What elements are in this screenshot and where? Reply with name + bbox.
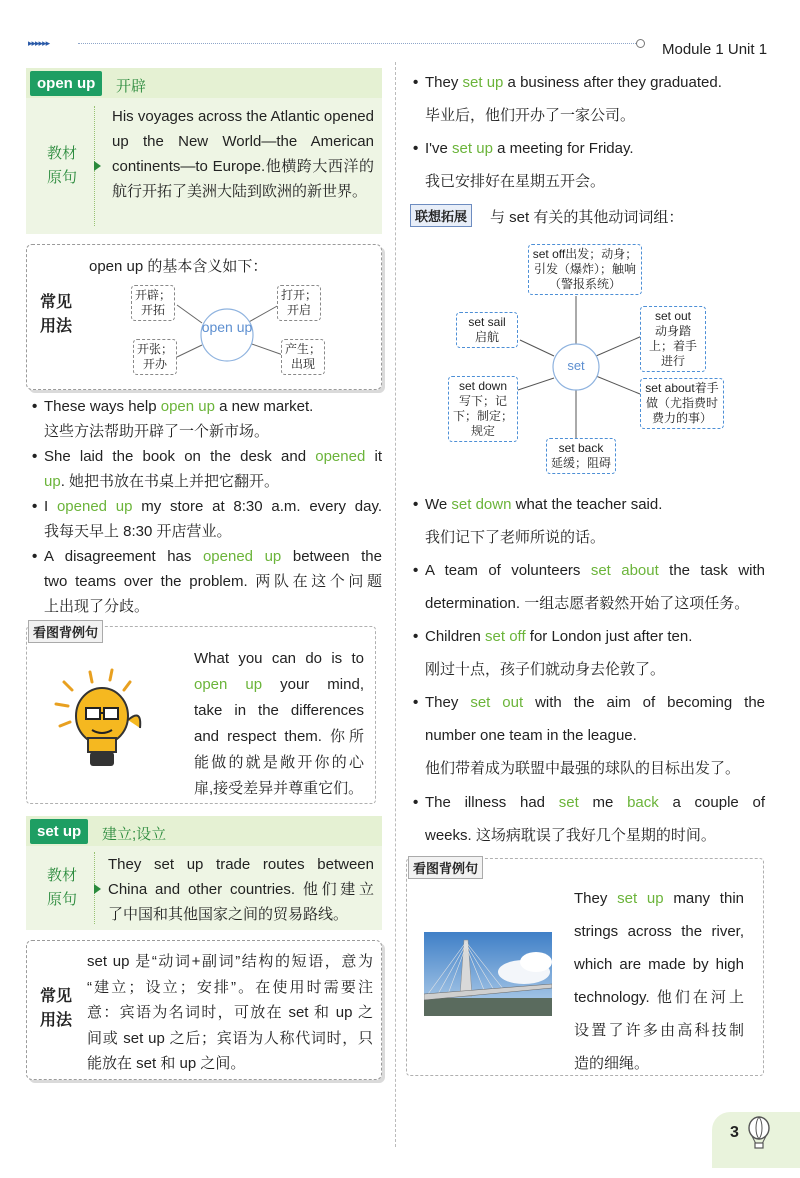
- usage-intro: open up 的基本含义如下：: [89, 258, 268, 275]
- set-off-node: set off出发；动身；引发（爆炸）；触响（警报系统）: [528, 244, 642, 295]
- bridge-photo: [424, 932, 552, 1016]
- example-item: • A disagreement has opened up between the two teams over the problem. 两队在这个问题 上出现了分歧。: [32, 548, 382, 615]
- set-up-tag: set up: [30, 819, 88, 844]
- set-about-node: set about着手做（尤指费时费力的事）: [640, 378, 724, 429]
- usage-label: 常见 用法: [39, 294, 72, 335]
- source-arrow-icon: [94, 884, 101, 894]
- example-item: • I've set up a meeting for Friday. 我已安排好在星期五开会。: [413, 140, 634, 190]
- set-up-source-text: They set up trade routes between China and other countries. 他们建立 了中国和其他国家之间的贸易路线。: [108, 856, 374, 923]
- example-item: • The illness had set me back a couple of weeks. 这场病耽误了我好几个星期的时间。: [413, 794, 765, 844]
- open-up-source-box: [26, 98, 382, 234]
- column-divider: [395, 62, 396, 1147]
- meaning-node-1: 开辟；开拓: [131, 285, 175, 321]
- source-arrow-icon: [94, 161, 101, 171]
- set-down-node: set down 写下；记下；制定；规定: [448, 376, 518, 442]
- example-item: • They set out with the aim of becoming the number one team in the league. 他们带着成为联盟中最强的球队的目标出发了。: [413, 694, 766, 777]
- set-up-usage-text: set up 是“动词+副词”结构的短语，意为 “建立；设立；安排”。在使用时需要注 意：宾语为名词时，可放在 set 和 up 之 间或 set up 之后；宾语为人称代词时，只 能放在 set 和 up 之间。: [87, 953, 373, 1072]
- example-item: • She laid the book on the desk and opened it up. 她把书放在书桌上并把它翻开。: [32, 448, 382, 490]
- open-up-meaning: 开辟: [116, 78, 147, 95]
- example-item: • A team of volunteers set about the task with determination. 一组志愿者毅然开始了这项任务。: [413, 562, 765, 612]
- picture-example-text: They set up many thin strings across the river, which are made by high technology. 他们在河上 设置了许多由高科技制 造的细绳。: [574, 890, 744, 1072]
- open-up-header: [26, 68, 382, 98]
- source-label: 教材 原句: [46, 145, 77, 186]
- set-up-usage-box: [26, 940, 382, 1080]
- open-up-source-text: His voyages across the Atlantic opened up the New World—the American continents—to Europe.他横跨大西洋的航行开拓了美洲大陆到欧洲的新世界。: [112, 108, 374, 200]
- meaning-node-3: 开张；开办: [133, 339, 177, 375]
- set-center: set: [567, 358, 585, 373]
- lightbulb-icon: [50, 668, 170, 778]
- set-back-node: set back 延缓；阻碍: [546, 438, 616, 474]
- example-item: • They set up a business after they graduated. 毕业后，他们开办了一家公司。: [413, 74, 722, 124]
- example-item: • These ways help open up a new market. 这些方法帮助开辟了一个新市场。: [32, 398, 314, 440]
- set-out-node: set out 动身踏上；着手进行: [640, 306, 706, 372]
- header-title: Module 1 Unit 1: [662, 41, 768, 58]
- open-up-usage-box: [26, 244, 382, 390]
- example-item: • Children set off for London just after ten. 刚过十点，孩子们就动身去伦敦了。: [413, 628, 693, 678]
- open-up-tag: open up: [30, 71, 102, 96]
- association-intro: 与 set 有关的其他动词词组：: [490, 209, 684, 226]
- usage-label: 常见 用法: [39, 988, 72, 1029]
- picture-example-tag: 看图背例句: [28, 620, 103, 643]
- set-up-header: [26, 816, 382, 846]
- meaning-node-2: 打开；开启: [277, 285, 321, 321]
- header-arrows: ▸▸▸▸▸▸: [28, 38, 50, 48]
- source-label: 教材 原句: [46, 867, 77, 908]
- set-sail-node: set sail 启航: [456, 312, 518, 348]
- association-tag: 联想拓展: [410, 204, 472, 227]
- meaning-node-4: 产生；出现: [281, 339, 325, 375]
- header-rule: [78, 43, 638, 44]
- header-dot: [636, 39, 645, 48]
- picture-example-tag: 看图背例句: [408, 856, 483, 879]
- example-item: • We set down what the teacher said. 我们记下了老师所说的话。: [413, 496, 663, 546]
- picture-example-text: What you can do is to open up your mind, take in the differences and respect them. 你所 能做的就是敞开你的心 扉,接受差异并尊重它们。: [194, 650, 364, 797]
- set-up-meaning: 建立;设立: [102, 826, 167, 843]
- open-up-center: open up: [201, 319, 253, 335]
- balloon-icon: [746, 1116, 772, 1150]
- page-number: 3: [730, 1124, 739, 1141]
- set-up-source-box: [26, 846, 382, 930]
- example-item: • I opened up my store at 8:30 a.m. every day. 我每天早上 8:30 开店营业。: [32, 498, 383, 540]
